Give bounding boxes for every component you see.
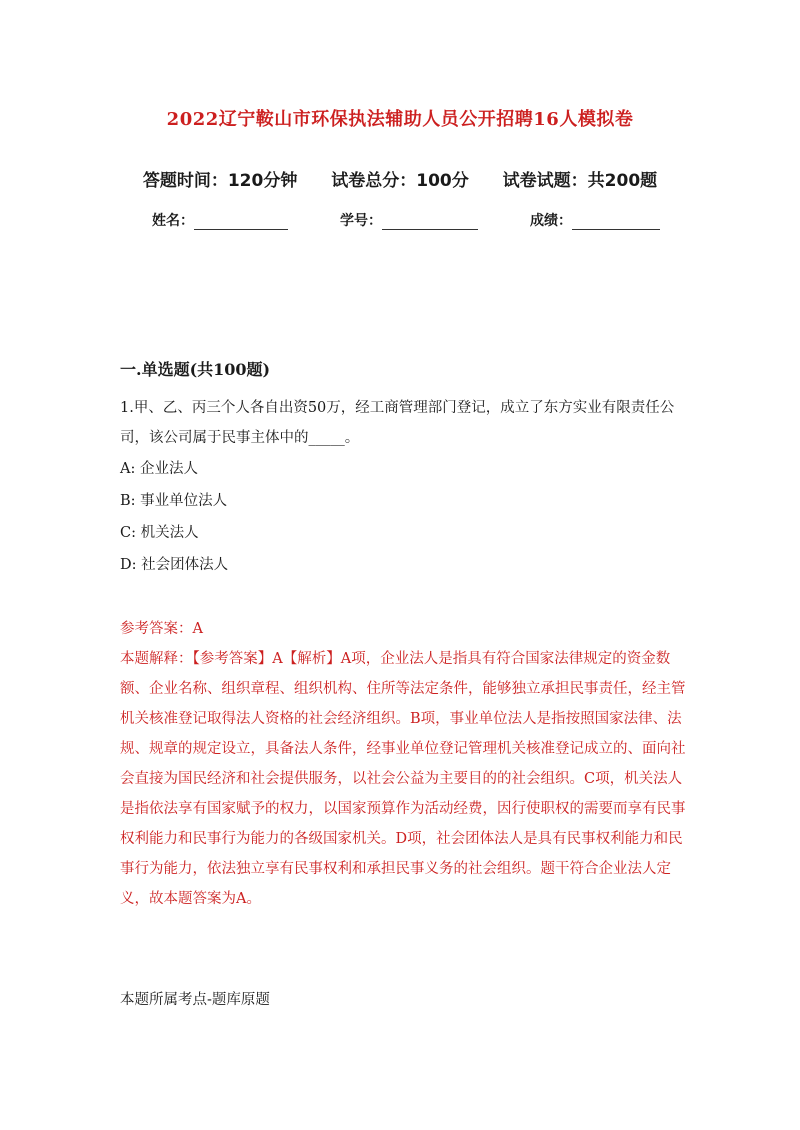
student-id-field (340, 210, 530, 230)
exam-meta (0, 166, 800, 191)
section-heading: 一.单选题(共100题) (120, 360, 271, 379)
reference-answer: 参考答案：A (120, 621, 203, 637)
name-label: 姓名： (152, 213, 194, 229)
option-c: C: 机关法人 (120, 525, 199, 541)
exam-question-count: 试卷试题：共200题 (502, 171, 658, 191)
option-list (120, 455, 228, 583)
exam-title: 2022辽宁鞍山市环保执法辅助人员公开招聘16人模拟卷 (166, 109, 634, 130)
answer-block (120, 614, 692, 914)
grade-blank-line (572, 213, 660, 230)
source-note: 本题所属考点-题库原题 (120, 992, 270, 1008)
exam-total-score: 试卷总分：100分 (331, 171, 469, 191)
option-b: B: 事业单位法人 (120, 493, 228, 509)
name-blank-line (194, 213, 288, 230)
option-a: A: 企业法人 (120, 461, 198, 477)
option-d: D: 社会团体法人 (120, 557, 229, 573)
name-field (152, 210, 340, 230)
grade-label: 成绩： (530, 213, 572, 229)
student-id-label: 学号： (340, 213, 382, 229)
answer-explanation: 本题解释：【参考答案】A【解析】A项，企业法人是指具有符合国家法律规定的资金数额、企业名称、组织章程、组织机构、住所等法定条件，能够独立承担民事责任，经主管机关核准登记取得法人资格的社会经济组织。B项，事业单位法人是指按照国家法律、法规、规章的规定设立，具备法人条件，经事业单位登记管理机关核准登记成立的、面向社会直接为国民经济和社会提供服务，以社会公益为主要目的的社会组织。C项，机关法人是指依法享有国家赋予的权力，以国家预算作为活动经费，因行使职权的需要而享有民事权利能力和民事行为能力的各级国家机关。D项，社会团体法人是具有民事权利能力和民事行为能力，依法独立享有民事权利和承担民事义务的社会组织。题干符合企业法人定义，故本题答案为A。 (120, 651, 686, 907)
grade-field (530, 210, 660, 230)
candidate-fields (152, 210, 672, 230)
question-text: 1.甲、乙、丙三个人各自出资50万，经工商管理部门登记，成立了东方实业有限责任公司，该公司属于民事主体中的_____。 (120, 400, 675, 446)
exam-time: 答题时间：120分钟 (142, 171, 298, 191)
student-id-blank-line (382, 213, 478, 230)
